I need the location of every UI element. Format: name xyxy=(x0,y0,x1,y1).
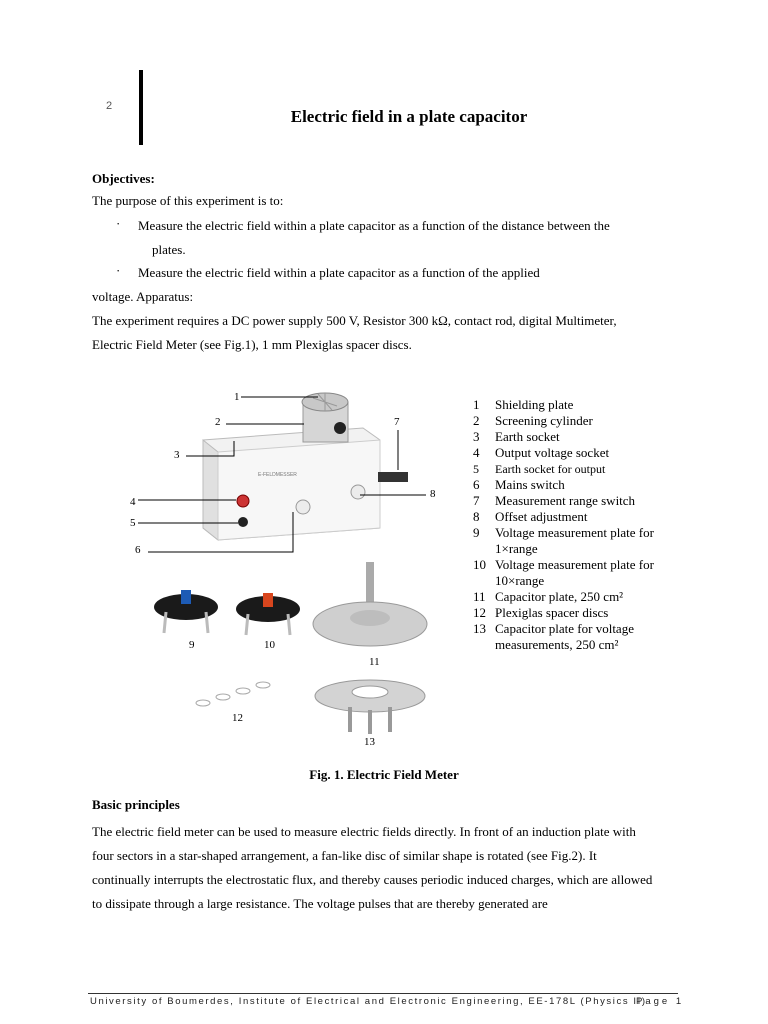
legend-item: 4 Output voltage socket xyxy=(473,445,610,460)
apparatus-line-1: The experiment requires a DC power supply 500 V, Resistor 300 kΩ, contact rod, digital Multimeter, xyxy=(92,313,617,328)
page-marker: 2 xyxy=(106,100,113,112)
fig-label-3: 3 xyxy=(174,449,180,461)
fig-label-5: 5 xyxy=(130,517,136,529)
legend-item: 1 Shielding plate xyxy=(473,397,574,412)
objective-bullet-2: Measure the electric field within a plate capacitor as a function of the applied xyxy=(138,265,540,280)
fig-label-13: 13 xyxy=(364,736,375,748)
figure-legend xyxy=(473,397,673,653)
footer-page-number: Page 1 xyxy=(636,996,685,1007)
paragraph-line: continually interrupts the electrostatic flux, and thereby causes periodic induced charges, which are allowed xyxy=(92,872,653,887)
page-title: Electric field in a plate capacitor xyxy=(290,107,528,126)
objective-bullet-1: Measure the electric field within a plate capacitor as a function of the distance between the xyxy=(138,218,610,233)
bullet-marker: · xyxy=(116,216,121,231)
fig-label-1: 1 xyxy=(234,391,240,403)
footer-text: University of Boumerdes, Institute of Electrical and Electronic Engineering, EE-178L (Physics II) xyxy=(90,996,647,1007)
apparatus-illustration xyxy=(108,380,453,756)
fig-label-12: 12 xyxy=(232,712,243,724)
figure-caption: Fig. 1. Electric Field Meter xyxy=(309,767,459,782)
paragraph-line: four sectors in a star-shaped arrangement, a fan-like disc of similar shape is rotated (see Fig.2). It xyxy=(92,848,597,863)
svg-text:E-FELDMESSER: E-FELDMESSER xyxy=(258,472,297,478)
fig-label-6: 6 xyxy=(135,544,141,556)
legend-item: 8 Offset adjustment xyxy=(473,509,588,524)
objectives-heading: Objectives: xyxy=(92,171,155,186)
objectives-intro: The purpose of this experiment is to: xyxy=(92,193,284,208)
fig-label-9: 9 xyxy=(189,639,195,651)
legend-item: 9 Voltage measurement plate for 1×range xyxy=(473,525,654,556)
legend-item: 5 Earth socket for output xyxy=(473,462,606,476)
objective-continuation: voltage. Apparatus: xyxy=(92,289,194,304)
objective-bullet-1-cont: plates. xyxy=(152,242,186,257)
principles-paragraph xyxy=(92,820,682,916)
legend-item: 13 Capacitor plate for voltage measurements, 250 cm² xyxy=(473,621,634,652)
fig-label-7: 7 xyxy=(394,416,400,428)
legend-item: 10 Voltage measurement plate for 10×range xyxy=(473,557,654,588)
legend-item: 11 Capacitor plate, 250 cm² xyxy=(473,589,624,604)
fig-label-10: 10 xyxy=(264,639,275,651)
bullet-marker: · xyxy=(116,263,121,278)
legend-item: 2 Screening cylinder xyxy=(473,413,593,428)
principles-heading: Basic principles xyxy=(92,797,180,812)
legend-item: 12 Plexiglas spacer discs xyxy=(473,605,609,620)
legend-item: 6 Mains switch xyxy=(473,477,565,492)
legend-item: 7 Measurement range switch xyxy=(473,493,636,508)
paragraph-line: The electric field meter can be used to measure electric fields directly. In front of an induction plate with xyxy=(92,824,636,839)
footer-rule xyxy=(88,993,678,994)
paragraph-line: to dissipate through a large resistance. The voltage pulses that are thereby generated are xyxy=(92,896,548,911)
fig-label-11: 11 xyxy=(369,656,380,668)
apparatus-line-2: Electric Field Meter (see Fig.1), 1 mm Plexiglas spacer discs. xyxy=(92,337,412,352)
legend-item: 3 Earth socket xyxy=(473,429,560,444)
fig-label-4: 4 xyxy=(130,496,136,508)
fig-label-8: 8 xyxy=(430,488,436,500)
fig-label-2: 2 xyxy=(215,416,221,428)
electric-field-meter-figure xyxy=(108,380,453,756)
